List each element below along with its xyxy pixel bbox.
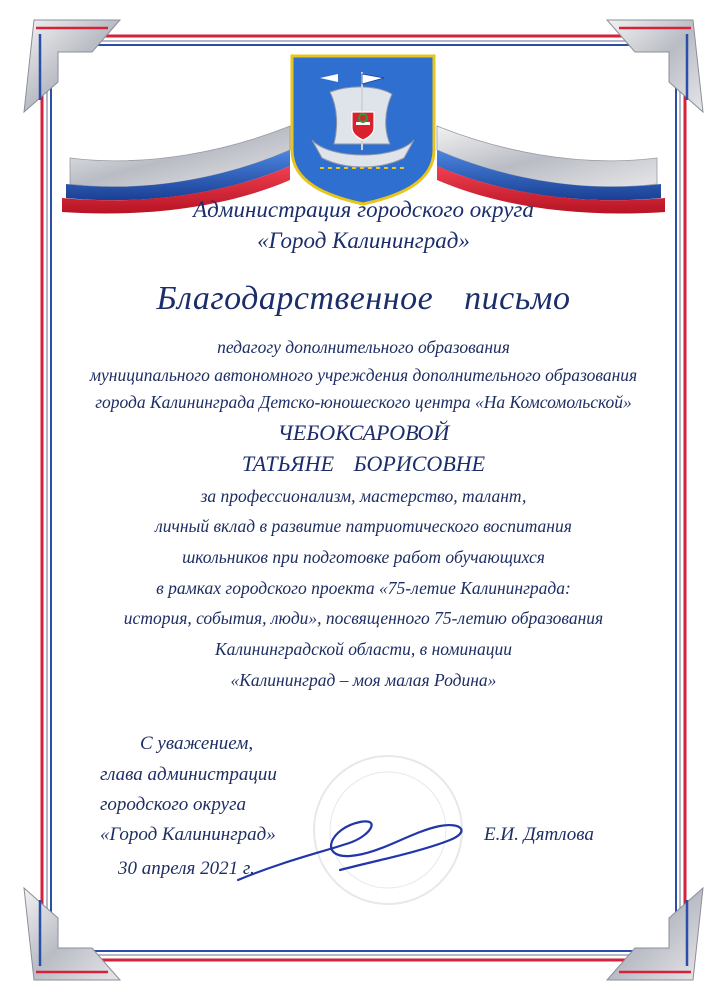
position-line-1: глава администрации <box>100 764 277 785</box>
faint-seal <box>314 756 462 904</box>
letter-title: Благодарственное письмо <box>156 280 571 317</box>
position-line-2: городского округа <box>100 794 247 815</box>
corner-ribbon-bottom-left <box>24 888 120 980</box>
recipient-line-1: педагогу дополнительного образования <box>217 337 510 357</box>
body-line-2: личный вклад в развитие патриотического воспитания <box>155 516 572 536</box>
signer-name: Е.И. Дятлова <box>484 824 594 845</box>
body-line-4: в рамках городского проекта «75-летие Калининграда: <box>156 578 571 598</box>
position-line-3: «Город Калининград» <box>100 824 276 845</box>
corner-ribbon-top-left <box>24 20 120 112</box>
recipient-surname: ЧЕБОКСАРОВОЙ <box>277 420 450 445</box>
body-line-5: история, события, люди», посвященного 75-летию образования <box>123 608 604 628</box>
body-line-6: Калининградской области, в номинации <box>215 639 512 659</box>
administration-line-2: «Город Калининград» <box>257 228 470 253</box>
kaliningrad-coat-of-arms <box>292 56 434 204</box>
recipient-line-3: города Калининграда Детско-юношеского центра «На Комсомольской» <box>95 392 632 412</box>
body-line-7: «Калининград – моя малая Родина» <box>230 670 497 690</box>
corner-ribbon-top-right <box>607 20 703 112</box>
recipient-line-2: муниципального автономного учреждения дополнительного образования <box>89 365 638 385</box>
regards-text: С уважением, <box>140 733 254 754</box>
body-line-3: школьников при подготовке работ обучающихся <box>182 547 545 567</box>
recipient-given-names: ТАТЬЯНЕ БОРИСОВНЕ <box>241 451 486 476</box>
body-line-1: за профессионализм, мастерство, талант, <box>200 486 527 506</box>
administration-line-1: Администрация городского округа <box>193 197 534 222</box>
letter-date: 30 апреля 2021 г. <box>118 858 255 879</box>
corner-ribbon-bottom-right <box>607 888 703 980</box>
